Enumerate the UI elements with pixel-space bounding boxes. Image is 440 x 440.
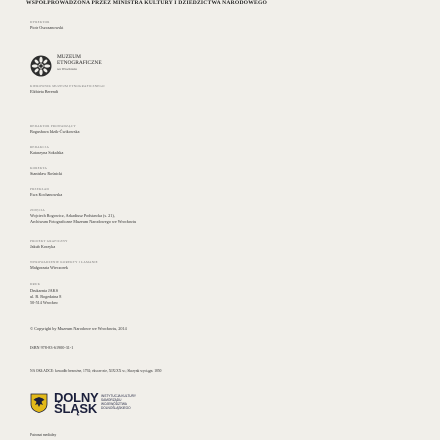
brand-line1: DOLNY (54, 390, 99, 405)
eagle-crest-icon (30, 393, 48, 413)
photos-label: ZDJĘCIA (30, 208, 46, 212)
patronage: Patronat medialny (30, 433, 57, 437)
top-line: WSPÓŁPROWADZONA PRZEZ MINISTRA KULTURY I DZIEDZICTWA NARODOWEGO (26, 0, 268, 6)
photos-line1: Wojciech Rogowicz, Arkadiusz Podstawka (s. 21), (30, 213, 115, 218)
translation-value: Ewa Kochanowska (30, 192, 63, 197)
photos-line2: Archiwum Fotograficzne Muzeum Narodowego we Wrocławiu (30, 219, 137, 224)
brand-line2: ŚLĄSK (54, 401, 98, 416)
ornament-flower-icon (30, 55, 52, 77)
head-ethno-value: Elżbieta Berendt (30, 89, 59, 94)
redaction-value: Katarzyna Sokalska (30, 150, 64, 155)
correction-value: Stanisław Rośnicki (30, 171, 63, 176)
inst-line1: INSTYTUCJA KULTURY (101, 394, 136, 398)
print-label: DRUK (30, 282, 41, 286)
cover-note: NA OKŁADCE: kowadło bezrożne, 1792; ekscze nie, XIX/XX w.; Skrzynk wyciągn. 1850 (30, 369, 162, 373)
correction-label: KOREKTA (30, 166, 48, 170)
editor-label: REDAKTOR PROWADZĄCY (30, 124, 76, 128)
print-line2: ul. B. Bogedaina 8 (30, 294, 62, 299)
design-label: PROJEKT GRAFICZNY (30, 239, 68, 243)
editor-value: Bogusława Idzik-Ćwikowska (30, 129, 80, 134)
head-ethno-label: KIEROWNIK MUZEUM ETNOGRAFICZNEGO (30, 84, 105, 88)
isbn: ISBN 978-83-61900-31-1 (30, 345, 74, 350)
museum-logo-text (57, 54, 102, 71)
museum-name-line1: MUZEUM (57, 54, 81, 60)
redaction-label: REDAKCJA (30, 145, 50, 149)
director-value: Piotr Oszczanowski (30, 25, 64, 30)
design-value: Jakub Korzyka (30, 244, 56, 249)
institution-text (101, 394, 136, 410)
museum-name-line2: ETNOGRAFICZNE (57, 60, 102, 67)
print-line1: Drukarnia JAKS (30, 288, 59, 293)
inst-line2: SAMORZĄDU (101, 398, 122, 402)
copyright: © Copyright by Muzeum Narodowe we Wrocławiu, 2014 (30, 326, 127, 331)
director-label: DYREKTOR (30, 20, 50, 24)
print-line3: 50-514 Wrocław (30, 300, 59, 305)
dolny-slask-wordmark (54, 392, 99, 414)
color-correction-label: WPROWADZENIE KOREKTY I ŁAMANIE (30, 260, 98, 264)
inst-line3: WOJEWÓDZTWA (101, 402, 127, 406)
color-correction-value: Małgorzata Wieczorek (30, 265, 69, 270)
museum-name-line3: we Wrocławiu (57, 66, 77, 71)
translation-label: PRZEKŁAD (30, 187, 50, 191)
inst-line4: DOLNOŚLĄSKIEGO (101, 406, 131, 410)
